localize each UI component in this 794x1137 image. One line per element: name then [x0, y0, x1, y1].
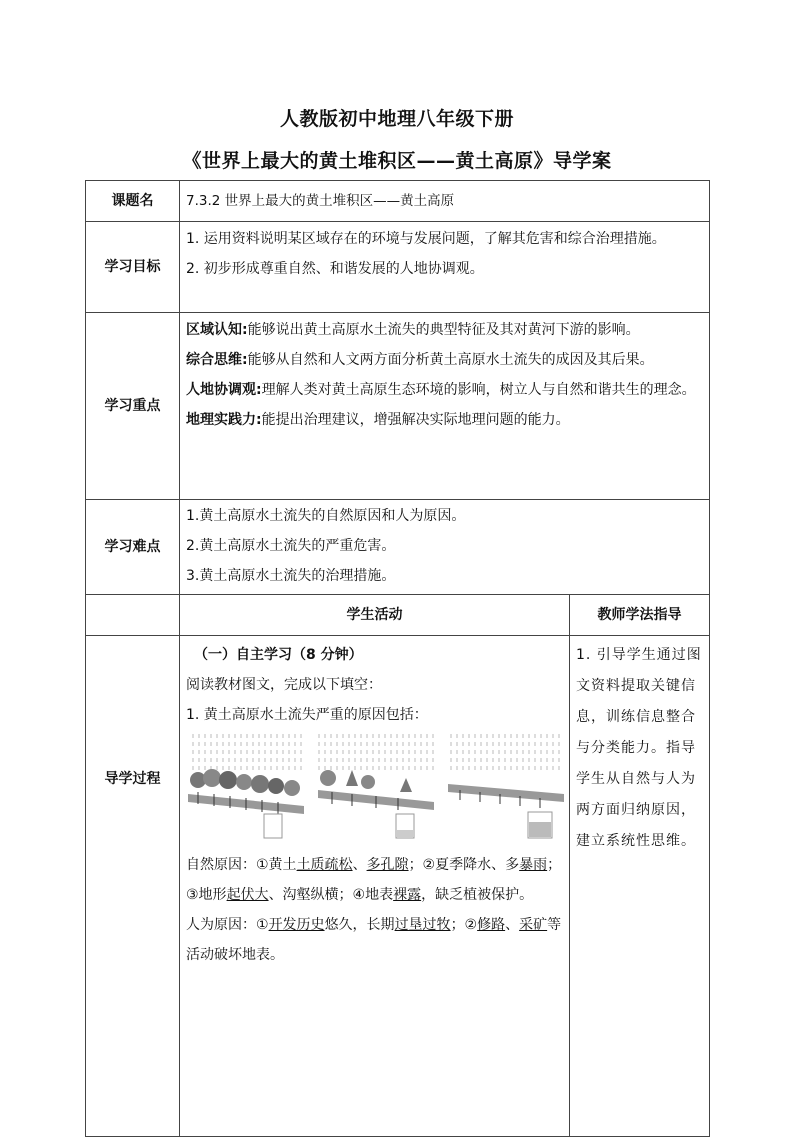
- key-item: [186, 345, 703, 375]
- answer-blank: 多孔隙: [366, 857, 409, 873]
- teacher-guidance-content: [570, 636, 710, 1137]
- answer-blank: 土质疏松: [296, 857, 353, 873]
- text-segment: 、: [352, 857, 367, 873]
- key-item: [186, 405, 703, 435]
- answer-blank: 开发历史: [268, 917, 325, 933]
- student-activity-content: [180, 636, 570, 1137]
- row-difficult: [86, 500, 710, 595]
- row-topic: [86, 181, 710, 222]
- key-term: 综合思维:: [186, 352, 248, 368]
- answer-blank: 暴雨: [519, 857, 548, 873]
- text-segment: ；③地形: [186, 857, 562, 903]
- lesson-plan-table: [85, 180, 710, 1137]
- answer-blank: 采矿: [519, 917, 548, 933]
- answer-blank: 修路: [477, 917, 506, 933]
- row-goals: [86, 222, 710, 313]
- key-text: 能够说出黄土高原水土流失的典型特征及其对黄河下游的影响。: [247, 322, 640, 338]
- row-process: [86, 636, 710, 1137]
- key-text: 能提出治理建议，增强解决实际地理问题的能力。: [261, 412, 570, 428]
- difficult-label: 学习难点: [86, 500, 180, 595]
- panel-dense-vegetation: [188, 734, 304, 838]
- key-label: 学习重点: [86, 313, 180, 500]
- topic-label: 课题名: [86, 181, 180, 222]
- topic-value: 7.3.2 世界上最大的黄土堆积区——黄土高原: [180, 181, 710, 222]
- doc-title-line1: 人教版初中地理八年级下册: [279, 108, 514, 130]
- panel-bare-ground: [448, 734, 564, 838]
- difficult-item: 1.黄土高原水土流失的自然原因和人为原因。: [186, 508, 466, 524]
- guidance-text: 1. 引导学生通过图文资料提取关键信息，训练信息整合与分类能力。指导学生从自然与人为两方面归纳原因，建立系统性思维。: [576, 647, 702, 849]
- human-prefix: 人为原因：①: [186, 917, 269, 933]
- text-segment: ；②夏季降水、多: [408, 857, 520, 873]
- row-key: [86, 313, 710, 500]
- key-text: 理解人类对黄土高原生态环境的影响，树立人与自然和谐共生的理念。: [261, 382, 696, 398]
- text-segment: 、沟壑纵横；④地表: [268, 887, 394, 903]
- goals-label: 学习目标: [86, 222, 180, 313]
- row-column-headers: [86, 595, 710, 636]
- natural-prefix: 自然原因：①黄土: [186, 857, 297, 873]
- goal-item: 2. 初步形成尊重自然、和谐发展的人地协调观。: [186, 261, 484, 277]
- difficult-item: 3.黄土高原水土流失的治理措施。: [186, 568, 396, 584]
- key-term: 地理实践力:: [186, 412, 262, 428]
- teacher-guidance-header: 教师学法指导: [570, 595, 710, 636]
- student-activity-header: 学生活动: [180, 595, 570, 636]
- text-segment: 等活动破坏地表。: [186, 917, 562, 963]
- human-causes: [186, 910, 563, 970]
- key-term: 区域认知:: [186, 322, 248, 338]
- panel-sparse-vegetation: [318, 734, 434, 838]
- empty-header-cell: [86, 595, 180, 636]
- process-label: 导学过程: [86, 636, 180, 1137]
- section-heading: （一）自主学习（8 分钟）: [194, 647, 363, 663]
- question-text: 1. 黄土高原水土流失严重的原因包括：: [186, 707, 428, 723]
- key-item: [186, 375, 703, 405]
- key-term: 人地协调观:: [186, 382, 262, 398]
- natural-causes: [186, 850, 563, 910]
- text-segment: ；②: [450, 917, 478, 933]
- key-text: 能够从自然和人文两方面分析黄土高原水土流失的成因及其后果。: [247, 352, 654, 368]
- text-segment: ，缺乏植被保护。: [421, 887, 534, 903]
- key-item: [186, 315, 703, 345]
- instruction-text: 阅读教材图文，完成以下填空：: [186, 677, 382, 693]
- text-segment: 、: [505, 917, 520, 933]
- difficult-item: 2.黄土高原水土流失的严重危害。: [186, 538, 396, 554]
- key-content: [180, 313, 710, 500]
- answer-blank: 起伏大: [226, 887, 269, 903]
- doc-title-line2: 《世界上最大的黄土堆积区——黄土高原》导学案: [182, 150, 612, 172]
- goal-item: 1. 运用资料说明某区域存在的环境与发展问题，了解其危害和综合治理措施。: [186, 231, 666, 247]
- erosion-illustration: [186, 734, 563, 844]
- difficult-content: [180, 500, 710, 595]
- goals-content: [180, 222, 710, 313]
- soil-erosion-figure: [186, 734, 564, 844]
- answer-blank: 裸露: [393, 887, 422, 903]
- text-segment: 悠久，长期: [324, 917, 395, 933]
- answer-blank: 过垦过牧: [394, 917, 451, 933]
